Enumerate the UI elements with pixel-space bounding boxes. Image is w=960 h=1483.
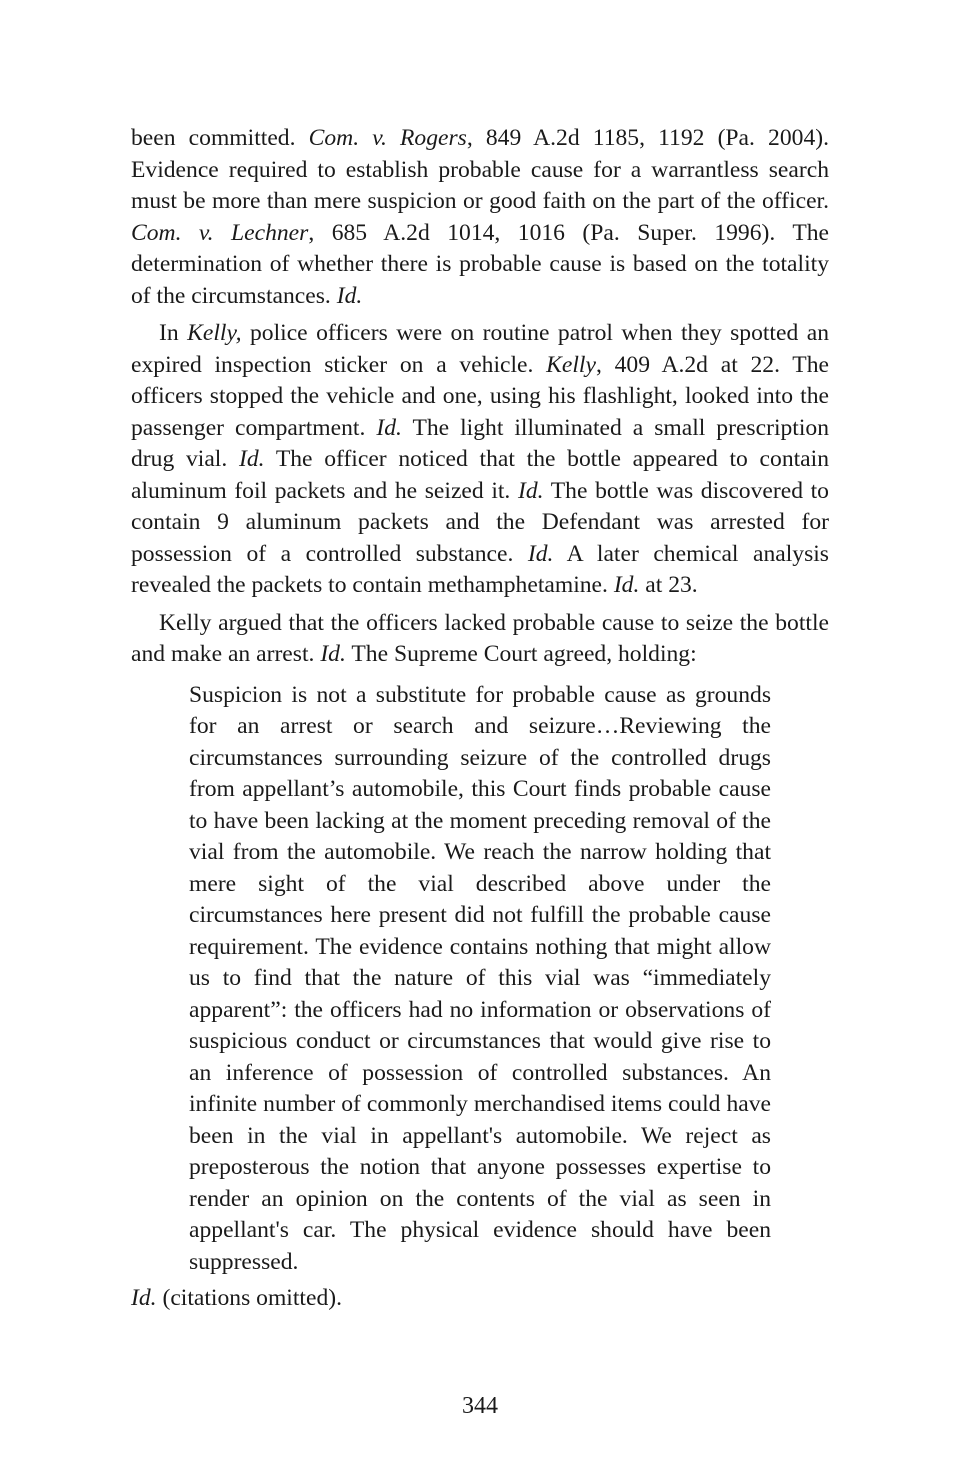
id-citation: Id.	[131, 1285, 157, 1311]
text-run: been committed.	[131, 125, 309, 151]
text-run: at 23.	[639, 572, 698, 598]
id-citation: Id.	[527, 540, 554, 567]
id-citation: Id.	[613, 572, 640, 598]
text-run: , 849 A.2d 1185, 1192 (Pa. 2004). Evidence required to establish probable cause for a warrantless search must be more than mere suspicion or good faith on the part of the officer.	[131, 125, 830, 214]
paragraph-kelly-argument	[131, 608, 829, 671]
text-run: The officer noticed that the bottle appeared to contain aluminum foil packets and he seized it.	[131, 446, 830, 504]
id-citation: Id.	[517, 477, 544, 504]
case-citation: Kelly,	[187, 320, 242, 346]
case-citation: Com. v. Rogers	[308, 125, 467, 151]
page-number: 344	[462, 1393, 498, 1419]
text-run: (citations omitted).	[156, 1285, 342, 1311]
text-run: , 409 A.2d at 22. The officers stopped the vehicle and one, using his flashlight, looked into the passenger compartment.	[131, 351, 829, 441]
text-run: A later chemical analysis revealed the packets to contain methamphetamine.	[131, 540, 829, 598]
paragraph-probable-cause	[131, 123, 829, 312]
case-citation: Kelly	[546, 351, 596, 378]
case-citation: Com. v. Lechner	[131, 219, 309, 246]
text-run: , 685 A.2d 1014, 1016 (Pa. Super. 1996). The determination of whether there is probable cause is based on the totality of the circumstances.	[131, 219, 829, 309]
closing-citation	[131, 1283, 829, 1315]
id-citation: Id.	[320, 641, 346, 667]
id-citation: Id.	[376, 414, 402, 441]
text-run: police officers were on routine patrol when they spotted an expired inspection sticker on a vehicle.	[131, 320, 829, 378]
text-run: The Supreme Court agreed, holding:	[345, 641, 697, 667]
text-run: In	[159, 320, 188, 346]
paragraph-kelly-facts	[131, 318, 829, 602]
id-citation: Id.	[238, 446, 265, 472]
text-run: Kelly argued that the officers lacked probable cause to seize the bottle and make an arrest.	[131, 609, 829, 667]
text-run: The light illuminated a small prescription drug vial.	[131, 414, 830, 472]
block-quote: Suspicion is not a substitute for probable cause as grounds for an arrest or search and seizure…Reviewing the circumstances surrounding seizure of the controlled drugs from appellant’s automobile, this Court finds probable cause to have been lacking at the moment preceding removal of the vial from the automobile. We reach the narrow holding that mere sight of the vial described above under the circumstances here present did not fulfill the probable cause requirement. The evidence contains nothing that might allow us to find that the nature of this vial was “immediately apparent”: the officers had no information or observations of suspicious conduct or circumstances that would give rise to an inference of possession of controlled substances. An infinite number of commonly merchandised items could have been in the vial in appellant's automobile. We reject as preposterous the notion that anyone possesses expertise to render an opinion on the contents of the vial as seen in appellant's car. The physical evidence should have been suppressed.	[189, 681, 771, 1275]
text-run: The bottle was discovered to contain 9 aluminum packets and the Defendant was arrested for possession of a controlled substance.	[131, 477, 829, 567]
id-citation: Id.	[336, 282, 363, 309]
document-body	[131, 123, 829, 1338]
